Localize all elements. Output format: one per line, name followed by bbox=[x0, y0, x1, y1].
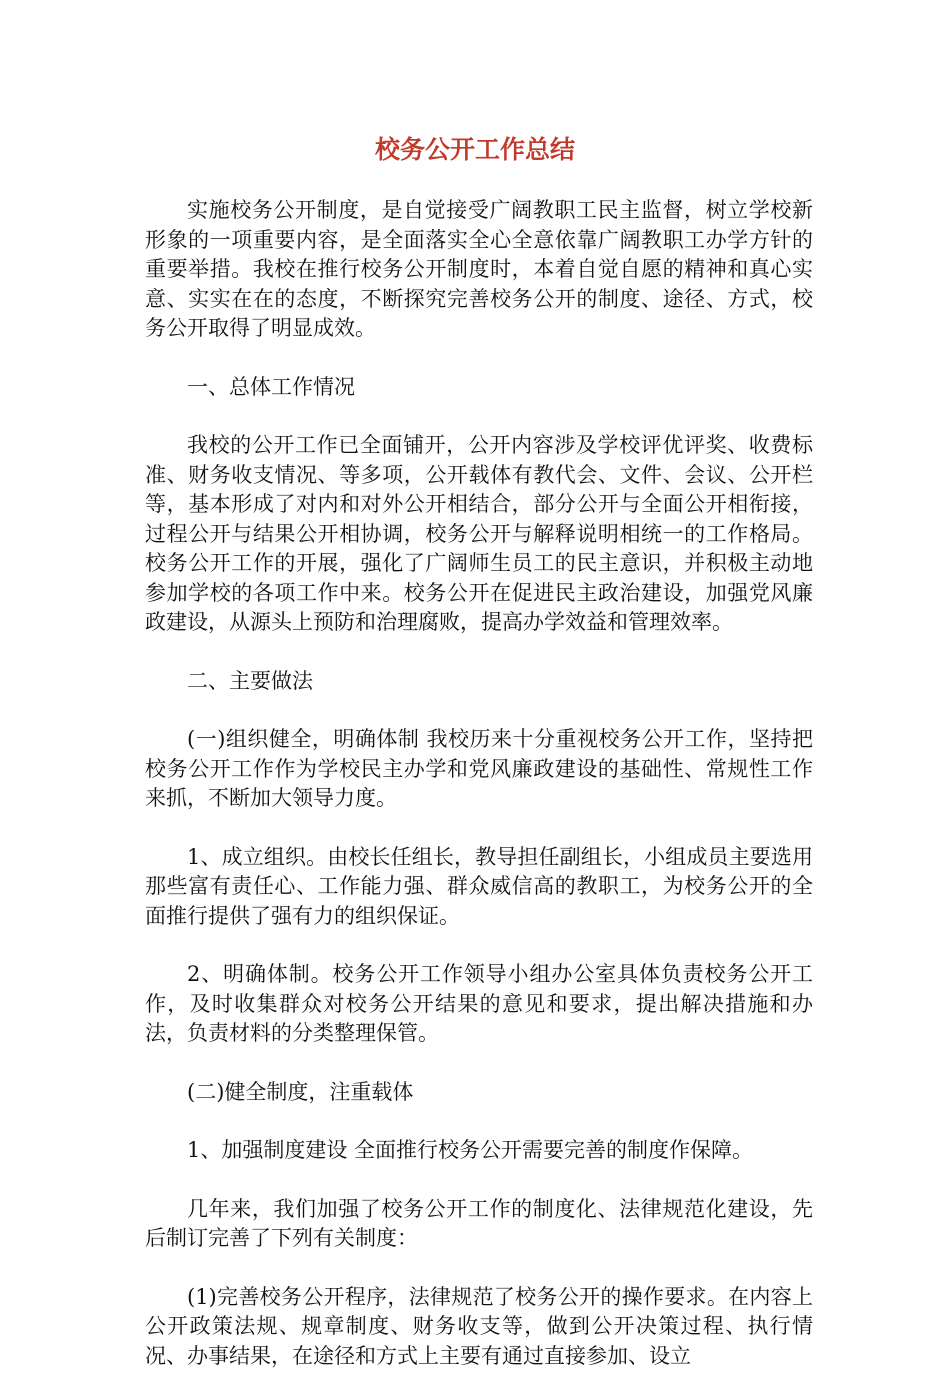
paragraph-establish-group: 1、成立组织。由校长任组长，教导担任副组长，小组成员主要选用那些富有责任心、工作能力强、群众威信高的教职工，为校务公开的全面推行提供了强有力的组织保证。 bbox=[145, 844, 813, 928]
subsection-heading-rules: (二)健全制度，注重载体 bbox=[187, 1079, 414, 1104]
section-heading-practices: 二、主要做法 bbox=[187, 668, 313, 693]
paragraph-procedure: (1)完善校务公开程序，法律规范了校务公开的操作要求。在内容上公开政策法规、规章制度、财务收支等，做到公开决策过程、执行情况、办事结果，在途径和方式上主要有通过直接参加、设立 bbox=[145, 1284, 813, 1368]
document-title: 校务公开工作总结 bbox=[374, 135, 575, 164]
paragraph-rule-building: 1、加强制度建设 全面推行校务公开需要完善的制度作保障。 bbox=[187, 1138, 754, 1162]
paragraph-recent-years: 几年来，我们加强了校务公开工作的制度化、法律规范化建设，先后制订完善了下列有关制度： bbox=[145, 1196, 813, 1250]
paragraph-organization: (一)组织健全，明确体制 我校历来十分重视校务公开工作，坚持把校务公开工作作为学校民主办学和党风廉政建设的基础性、常规性工作来抓，不断加大领导力度。 bbox=[145, 727, 813, 810]
paragraph-overview: 我校的公开工作已全面铺开，公开内容涉及学校评优评奖、收费标准、财务收支情况、等多项，公开载体有教代会、文件、会议、公开栏等，基本形成了对内和对外公开相结合，部分公开与全面公开相衔接，过程公开与结果公开相协调，校务公开与解释说明相统一的工作格局。校务公开工作的开展，强化了广阔师生员工的民主意识，并积极主动地参加学校的各项工作中来。校务公开在促进民主政治建设，加强党风廉政建设，从源头上预防和治理腐败，提高办学效益和管理效率。 bbox=[145, 433, 813, 634]
paragraph-clarify-system: 2、明确体制。校务公开工作领导小组办公室具体负责校务公开工作，及时收集群众对校务公开结果的意见和要求，提出解决措施和办法，负责材料的分类整理保管。 bbox=[145, 962, 813, 1045]
section-heading-overview: 一、总体工作情况 bbox=[187, 374, 355, 399]
paragraph-intro: 实施校务公开制度，是自觉接受广阔教职工民主监督，树立学校新形象的一项重要内容，是全面落实全心全意依靠广阔教职工办学方针的重要举措。我校在推行校务公开制度时，本着自觉自愿的精神和真心实意、实实在在的态度，不断探究完善校务公开的制度、途径、方式，校务公开取得了明显成效。 bbox=[145, 198, 813, 340]
document-body bbox=[145, 196, 813, 1400]
